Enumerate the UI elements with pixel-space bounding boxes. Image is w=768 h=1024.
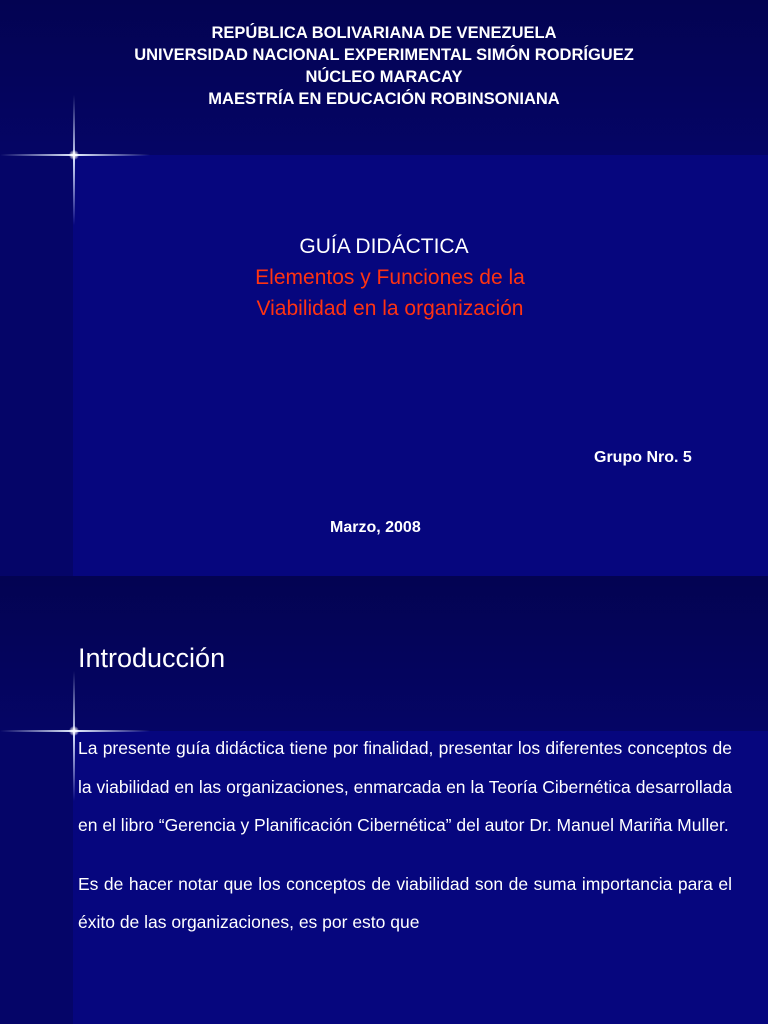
introduction-slide	[0, 576, 768, 1024]
guide-subtitle	[200, 262, 580, 324]
section-heading: Introducción	[78, 643, 226, 673]
header-line: UNIVERSIDAD NACIONAL EXPERIMENTAL SIMÓN RODRÍGUEZ	[134, 46, 634, 64]
intro-body	[78, 729, 732, 962]
header-line: REPÚBLICA BOLIVARIANA DE VENEZUELA	[211, 24, 557, 42]
left-band	[0, 731, 73, 1024]
subtitle-line: Viabilidad en la organización	[256, 297, 524, 320]
date-label: Marzo, 2008	[330, 519, 421, 536]
header-line: NÚCLEO MARACAY	[305, 68, 463, 86]
subtitle-line: Elementos y Funciones de la	[255, 266, 525, 289]
group-label: Grupo Nro. 5	[594, 449, 692, 466]
paragraph: La presente guía didáctica tiene por finalidad, presentar los diferentes conceptos de la viabilidad en las organizaciones, enmarcada en la Teoría Cibernética desarrollada en el libro “Gerencia y Planificación Cibernética” del autor Dr. Manuel Mariña Muller.	[78, 738, 732, 835]
guide-title: GUÍA DIDÁCTICA	[299, 235, 469, 258]
paragraph: Es de hacer notar que los conceptos de viabilidad son de suma importancia para el éxito de las organizaciones, es por esto que	[78, 873, 732, 932]
header-line: MAESTRÍA EN EDUCACIÓN ROBINSONIANA	[208, 90, 560, 108]
institution-header	[0, 22, 768, 110]
left-band	[0, 155, 73, 576]
